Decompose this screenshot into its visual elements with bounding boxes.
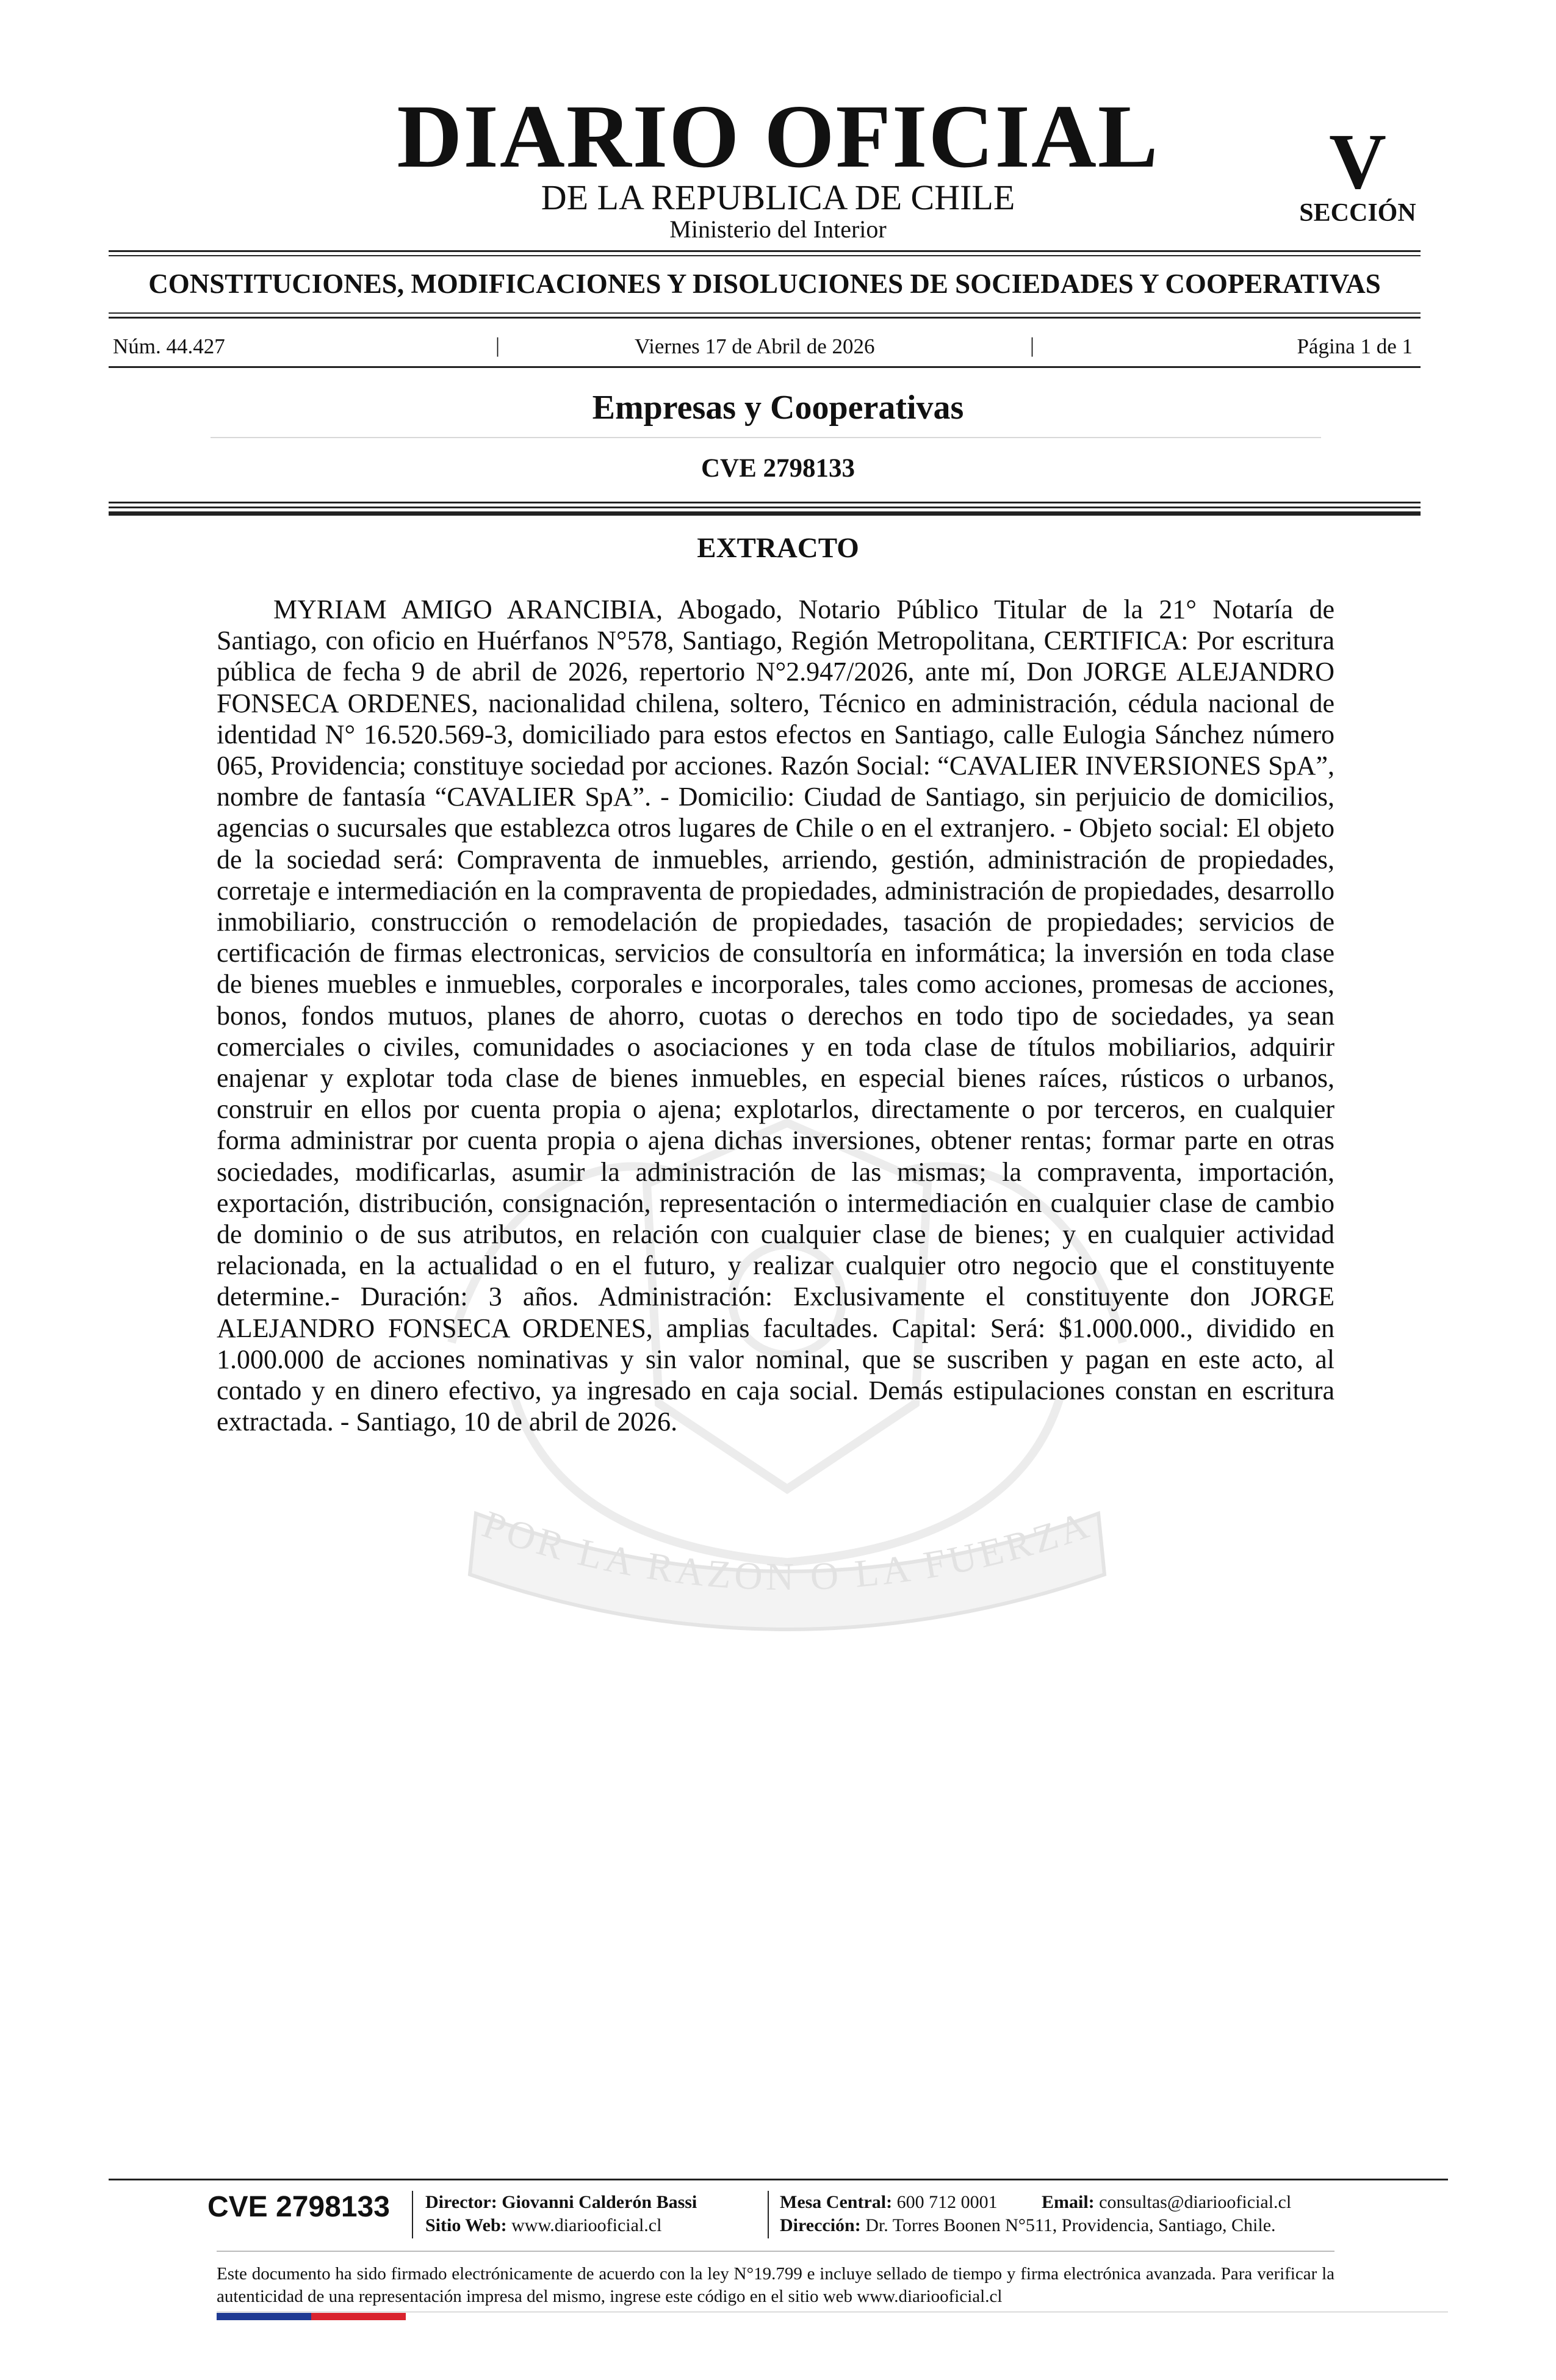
footer-rule-top [109, 2179, 1448, 2180]
footer-email [1042, 2193, 1291, 2212]
issue-number: Núm. 44.427 [113, 334, 225, 358]
meta-separator: | [1030, 333, 1035, 357]
footer-address [780, 2216, 1276, 2235]
footer-director [425, 2193, 697, 2212]
masthead-rule-bottom [109, 255, 1421, 256]
section-title-underline [211, 437, 1321, 438]
content-rule-2 [109, 507, 1421, 508]
section-title: Empresas y Cooperativas [592, 389, 964, 427]
footer-director-name: Giovanni Calderón Bassi [502, 2192, 697, 2212]
footer-divider-1 [412, 2191, 413, 2238]
extract-body: MYRIAM AMIGO ARANCIBIA, Abogado, Notario Público Titular de la 21° Notaría de Santiago, con oficio en Huérfanos N°578, Santiago, Región Metropolitana, CERTIFICA: Por escritura pública de fecha 9 de abril de 2026, repertorio N°2.947/2026, ante mí, Don JORGE ALEJANDRO FONSECA ORDENES, nacionalidad chilena, soltero, Técnico en administración, cédula nacional de identidad N° 16.520.569-3, domiciliado para estos efectos en Santiago, calle Eulogia Sánchez número 065, Providencia; constituye sociedad por acciones. Razón Social: “CAVALIER INVERSIONES SpA”, nombre de fantasía “CAVALIER SpA”. - Domicilio: Ciudad de Santiago, sin perjuicio de domicilios, agencias o sucursales que establezca otros lugares de Chile o en el extranjero. - Objeto social: El objeto de la sociedad será: Compraventa de inmuebles, arriendo, gestión, administración de propiedades, corretaje e intermediación en la compraventa de propiedades, administración de propiedades, desarrollo inmobiliario, construcción o remodelación de propiedades, tasación de propiedades; servicios de certificación de firmas electronicas, servicios de consultoría en informática; la inversión en toda clase de bienes muebles e inmuebles, corporales e incorporales, tales como acciones, promesas de acciones, bonos, fondos mutuos, planes de ahorro, cuotas o derechos en todo tipo de sociedades, ya sean comerciales o civiles, comunidades o asociaciones y en toda clase de títulos mobiliarios, adquirir enajenar y explotar toda clase de bienes inmuebles, en especial bienes raíces, rústicos o urbanos, construir en ellos por cuenta propia o ajena; explotarlos, directamente o por terceros, en cualquier forma administrar por cuenta propia o ajena dichas inversiones, obtener rentas; formar parte en otras sociedades, modificarlas, asumir la administración de las mismas; la compraventa, importación, exportación, distribución, consignación, representación o intermediación en cualquier clase de cambio de dominio o de sus atributos, en relación con cualquier clase de bienes; y en cualquier actividad relacionada, en la actualidad o en el futuro, y realizar cualquier otro negocio que el constituyente determine.- Duración: 3 años. Administración: Exclusivamente el constituyente don JORGE ALEJANDRO FONSECA ORDENES, amplias facultades. Capital: Será: $1.000.000., dividido en 1.000.000 de acciones nominativas y sin valor nominal, que se suscriben y pagan en este acto, al contado y en dinero efectivo, ya ingresado en caja social. Demás estipulaciones constan en escritura extractada. - Santiago, 10 de abril de 2026. [217, 594, 1334, 1437]
footer-phone [780, 2193, 998, 2212]
section-label: SECCIÓN [1299, 199, 1416, 227]
meta-separator: | [495, 333, 500, 357]
footer-address-label: Dirección: [780, 2215, 861, 2235]
flag-stripe-blue [217, 2313, 311, 2320]
newspaper-subtitle: DE LA REPUBLICA DE CHILE [541, 178, 1015, 217]
footer-website-link[interactable]: www.diariooficial.cl [511, 2215, 662, 2235]
page-indicator: Página 1 de 1 [1297, 334, 1413, 358]
flag-stripe-red [311, 2313, 406, 2320]
issue-date: Viernes 17 de Abril de 2026 [635, 334, 875, 358]
content-rule-1 [109, 502, 1421, 503]
ministry-label: Ministerio del Interior [669, 215, 887, 243]
footer-cve-code: CVE 2798133 [207, 2191, 390, 2223]
footer-legal-notice: Este documento ha sido firmado electrónicamente de acuerdo con la ley N°19.799 e incluye sellado de tiempo y firma electrónica avanzada. Para verificar la autenticidad de una representación impresa del mismo, ingrese este código en el sitio web www.diariooficial.cl [217, 2264, 1334, 2306]
footer-director-label: Director: [425, 2192, 497, 2212]
footer-email-label: Email: [1042, 2192, 1095, 2212]
category-rule-bottom [109, 317, 1421, 319]
footer-address-value: Dr. Torres Boonen N°511, Providencia, Santiago, Chile. [865, 2215, 1276, 2235]
cve-code: CVE 2798133 [701, 454, 855, 483]
footer-website [425, 2216, 661, 2235]
footer-divider-2 [768, 2191, 769, 2238]
newspaper-title: DIARIO OFICIAL [397, 87, 1159, 187]
footer-rule-middle [217, 2251, 1334, 2252]
footer-phone-value: 600 712 0001 [896, 2192, 998, 2212]
category-heading: CONSTITUCIONES, MODIFICACIONES Y DISOLUCIONES DE SOCIEDADES Y COOPERATIVAS [148, 269, 1381, 299]
footer-website-label: Sitio Web: [425, 2215, 507, 2235]
footer-email-link[interactable]: consultas@diariooficial.cl [1099, 2192, 1292, 2212]
meta-rule [109, 366, 1421, 368]
motto-text: POR LA RAZON O LA FUERZA [477, 1502, 1097, 1599]
section-letter: V [1329, 118, 1386, 206]
category-rule-top [109, 312, 1421, 314]
content-rule-3 [109, 511, 1421, 516]
masthead-rule-top [109, 250, 1421, 252]
extract-title: EXTRACTO [697, 532, 859, 564]
footer-phone-label: Mesa Central: [780, 2192, 893, 2212]
